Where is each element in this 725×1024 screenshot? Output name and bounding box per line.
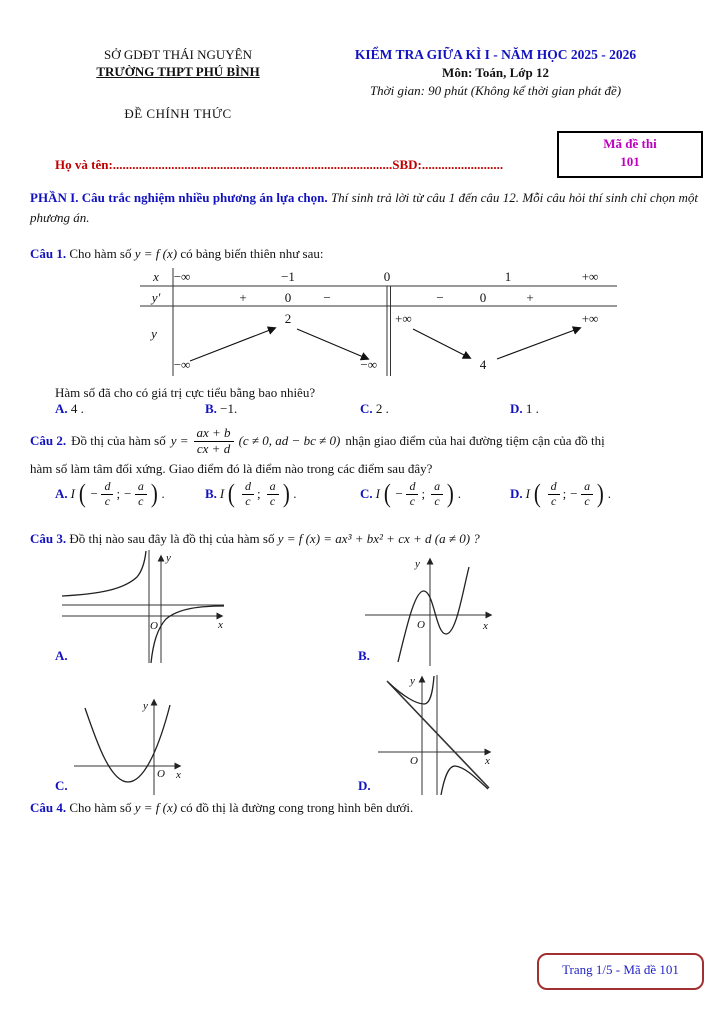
school-header-block bbox=[58, 46, 298, 122]
exam-duration: Thời gian: 90 phút (Không kể thời gian phát đề) bbox=[369, 83, 622, 98]
y-axis-label: y bbox=[410, 675, 415, 687]
part1-heading: PHẦN I. Câu trắc nghiệm nhiều phương án lựa chọn. bbox=[30, 190, 328, 205]
close-paren: ) bbox=[282, 479, 290, 509]
option-letter: C. bbox=[360, 486, 373, 502]
fraction-denominator: c bbox=[245, 493, 251, 508]
origin-label: O bbox=[417, 619, 425, 631]
close-paren: ) bbox=[446, 479, 454, 509]
q1-option-a bbox=[55, 401, 84, 417]
q3-option-d-letter: D. bbox=[358, 778, 371, 793]
q1-question: Hàm số đã cho có giá trị cực tiểu bằng bao nhiêu? bbox=[55, 385, 316, 400]
q3-option-b-letter: B. bbox=[358, 648, 370, 663]
q4-stem bbox=[30, 798, 413, 817]
close-paren: ) bbox=[596, 479, 604, 509]
option-text: 2 . bbox=[375, 401, 389, 416]
graph-option-c bbox=[68, 688, 198, 795]
exam-code-box bbox=[557, 131, 703, 178]
y-sign: − bbox=[123, 486, 132, 502]
fraction-numerator: ax + b bbox=[194, 426, 234, 442]
q1-stem bbox=[30, 244, 324, 263]
exam-title: KIỂM TRA GIỮA KÌ I - NĂM HỌC 2025 - 2026 bbox=[354, 47, 637, 62]
origin-label: O bbox=[150, 620, 158, 632]
separator: ; bbox=[421, 486, 426, 502]
q2-option-a bbox=[55, 480, 165, 509]
q4-label: Câu 4. bbox=[30, 800, 67, 815]
q3-option-c-letter: C. bbox=[55, 778, 68, 793]
x-axis-label: x bbox=[176, 769, 181, 781]
table-yprime-sign: − bbox=[436, 290, 444, 305]
point-name: I bbox=[375, 486, 380, 502]
student-name-sbd-line: Họ và tên:......................................................................................SBD:......................... bbox=[55, 157, 504, 172]
curve-branch-upper-left bbox=[62, 551, 146, 596]
option-letter: D. bbox=[510, 401, 523, 416]
table-y-min: 4 bbox=[479, 357, 487, 372]
option-letter: B. bbox=[205, 486, 217, 502]
close-paren: ) bbox=[150, 479, 158, 509]
fraction-numerator: a bbox=[431, 480, 443, 495]
q3-label: Câu 3. bbox=[30, 531, 67, 546]
option-letter: D. bbox=[510, 486, 523, 502]
fraction-numerator: a bbox=[267, 480, 279, 495]
y-sign: − bbox=[569, 486, 579, 502]
q3-text-pre: Đồ thị nào sau đây là đồ thị của hàm số bbox=[69, 531, 275, 546]
table-y-limit: +∞ bbox=[395, 311, 412, 326]
q2-option-b bbox=[205, 480, 296, 509]
open-paren: ( bbox=[383, 479, 391, 509]
fraction-numerator: a bbox=[581, 480, 593, 495]
open-paren: ( bbox=[533, 479, 541, 509]
y-fraction bbox=[267, 480, 279, 509]
table-y-limit: −∞ bbox=[360, 357, 377, 372]
table-x-value: +∞ bbox=[581, 269, 599, 284]
fraction-denominator: c bbox=[269, 493, 276, 508]
table-y-max: 2 bbox=[284, 311, 292, 326]
separator: ; bbox=[256, 486, 261, 502]
table-yprime-sign: − bbox=[323, 290, 331, 305]
x-axis-label: x bbox=[483, 620, 488, 632]
option-text: 1 . bbox=[525, 401, 539, 416]
q2-stem-line2: hàm số làm tâm đối xứng. Giao điểm đó là điểm nào trong các điểm sau đây? bbox=[30, 461, 433, 476]
fraction-numerator: d bbox=[406, 480, 418, 495]
fraction-denominator: c bbox=[409, 493, 416, 508]
open-paren: ( bbox=[228, 479, 236, 509]
fraction-numerator: d bbox=[548, 480, 560, 495]
fraction-numerator: d bbox=[242, 480, 254, 495]
page-number-box bbox=[537, 953, 704, 990]
q2-option-d bbox=[510, 480, 611, 509]
y-fraction bbox=[581, 480, 593, 509]
option-text: −1. bbox=[220, 401, 238, 416]
q2-text-mid: nhận giao điểm của hai đường tiệm cận của đồ thị bbox=[345, 433, 605, 449]
point-name: I bbox=[219, 486, 225, 502]
table-x-value: −1 bbox=[281, 269, 295, 284]
q2-formula-condition: (c ≠ 0, ad − bc ≠ 0) bbox=[238, 433, 341, 449]
table-yprime-sign: 0 bbox=[284, 290, 292, 305]
table-yprime-sign: 0 bbox=[479, 290, 487, 305]
oblique-asymptote bbox=[387, 681, 489, 788]
q1-option-c bbox=[360, 401, 389, 417]
y-fraction bbox=[135, 480, 147, 509]
point-name: I bbox=[525, 486, 530, 502]
increase-arrow bbox=[497, 328, 580, 359]
q1-formula: y = f (x) bbox=[134, 246, 178, 261]
fraction-numerator: a bbox=[135, 480, 147, 495]
page-number-label: Trang 1/5 - Mã đề 101 bbox=[562, 962, 679, 977]
table-x-label: x bbox=[153, 269, 159, 284]
y-axis-label: y bbox=[166, 552, 171, 564]
q3-stem bbox=[30, 529, 480, 548]
graph-option-a bbox=[58, 550, 233, 663]
school-name: TRƯỜNG THPT PHÚ BÌNH bbox=[96, 64, 260, 79]
q3-option-a-letter: A. bbox=[55, 648, 68, 663]
origin-label: O bbox=[410, 755, 418, 767]
q2-option-c bbox=[360, 480, 461, 509]
graph-option-b bbox=[355, 553, 505, 666]
exam-header-block bbox=[298, 46, 693, 100]
exam-subject: Môn: Toán, Lớp 12 bbox=[442, 65, 549, 80]
y-axis-label: y bbox=[415, 558, 420, 570]
exam-code-label: Mã đề thi bbox=[603, 136, 657, 151]
part1-note: Thí sinh trả lời từ câu 1 đến câu 12. Mỗi câu hỏi thí sinh chỉ chọn một phương án. bbox=[30, 190, 698, 225]
option-letter: A. bbox=[55, 486, 68, 502]
x-fraction bbox=[101, 480, 113, 509]
q3-condition: (a ≠ 0) ? bbox=[434, 531, 480, 546]
table-yprime-sign: + bbox=[526, 290, 534, 305]
increase-arrow bbox=[190, 328, 275, 361]
table-y-label: y bbox=[151, 326, 157, 341]
table-yprime-sign: + bbox=[239, 290, 247, 305]
option-text: 4 . bbox=[70, 401, 84, 416]
table-x-value: 0 bbox=[383, 269, 391, 284]
fraction-denominator: cx + d bbox=[196, 440, 231, 456]
q2-formula-fraction bbox=[194, 426, 234, 457]
fraction-denominator: c bbox=[104, 493, 111, 508]
q2-text-pre: Đồ thị của hàm số bbox=[71, 433, 166, 449]
fraction-denominator: c bbox=[434, 493, 440, 508]
q4-text-pre: Cho hàm số bbox=[69, 800, 132, 815]
option-end: . bbox=[293, 486, 297, 502]
table-x-value: 1 bbox=[504, 269, 512, 284]
table-y-limit: −∞ bbox=[173, 357, 191, 372]
q3-formula: y = f (x) = ax³ + bx² + cx + d bbox=[277, 531, 432, 546]
exam-code-value: 101 bbox=[620, 154, 640, 169]
part1-instructions bbox=[30, 188, 698, 228]
option-end: . bbox=[607, 486, 611, 502]
option-letter: A. bbox=[55, 401, 68, 416]
q1-option-d bbox=[510, 401, 539, 417]
variation-table bbox=[125, 266, 620, 378]
y-fraction bbox=[431, 480, 443, 509]
table-y-limit: +∞ bbox=[581, 311, 599, 326]
department-name: SỞ GDĐT THÁI NGUYÊN bbox=[104, 47, 252, 62]
x-sign: − bbox=[394, 486, 404, 502]
fraction-denominator: c bbox=[550, 493, 557, 508]
separator: ; bbox=[562, 486, 567, 502]
open-paren: ( bbox=[78, 479, 86, 509]
graph-option-d bbox=[368, 670, 503, 795]
option-end: . bbox=[161, 486, 165, 502]
origin-label: O bbox=[157, 768, 165, 780]
exam-type-label: ĐỀ CHÍNH THỨC bbox=[124, 106, 232, 121]
x-sign: − bbox=[89, 486, 99, 502]
fraction-numerator: d bbox=[101, 480, 113, 495]
decrease-arrow bbox=[297, 329, 368, 359]
option-letter: B. bbox=[205, 401, 217, 416]
q1-text-pre: Cho hàm số bbox=[69, 246, 132, 261]
q1-label: Câu 1. bbox=[30, 246, 67, 261]
q2-stem-line1 bbox=[30, 426, 698, 457]
decrease-arrow bbox=[413, 329, 470, 358]
option-end: . bbox=[457, 486, 461, 502]
x-fraction bbox=[242, 480, 254, 509]
q4-formula: y = f (x) bbox=[134, 800, 178, 815]
fraction-denominator: c bbox=[584, 493, 590, 508]
x-axis-label: x bbox=[485, 755, 490, 767]
curve-branch-lower-right bbox=[151, 606, 224, 663]
q2-formula-lhs: y = bbox=[170, 433, 189, 449]
table-yprime-label: y′ bbox=[151, 290, 161, 305]
q2-label: Câu 2. bbox=[30, 433, 67, 449]
x-fraction bbox=[406, 480, 418, 509]
point-name: I bbox=[70, 486, 75, 502]
option-letter: C. bbox=[360, 401, 373, 416]
q1-text-post: có bảng biến thiên như sau: bbox=[180, 246, 324, 261]
q4-text-post: có đồ thị là đường cong trong hình bên dưới. bbox=[180, 800, 414, 815]
x-axis-label: x bbox=[218, 619, 223, 631]
table-x-value: −∞ bbox=[173, 269, 191, 284]
separator: ; bbox=[116, 486, 121, 502]
x-fraction bbox=[548, 480, 560, 509]
q1-option-b bbox=[205, 401, 237, 417]
fraction-denominator: c bbox=[138, 493, 144, 508]
y-axis-label: y bbox=[143, 700, 148, 712]
